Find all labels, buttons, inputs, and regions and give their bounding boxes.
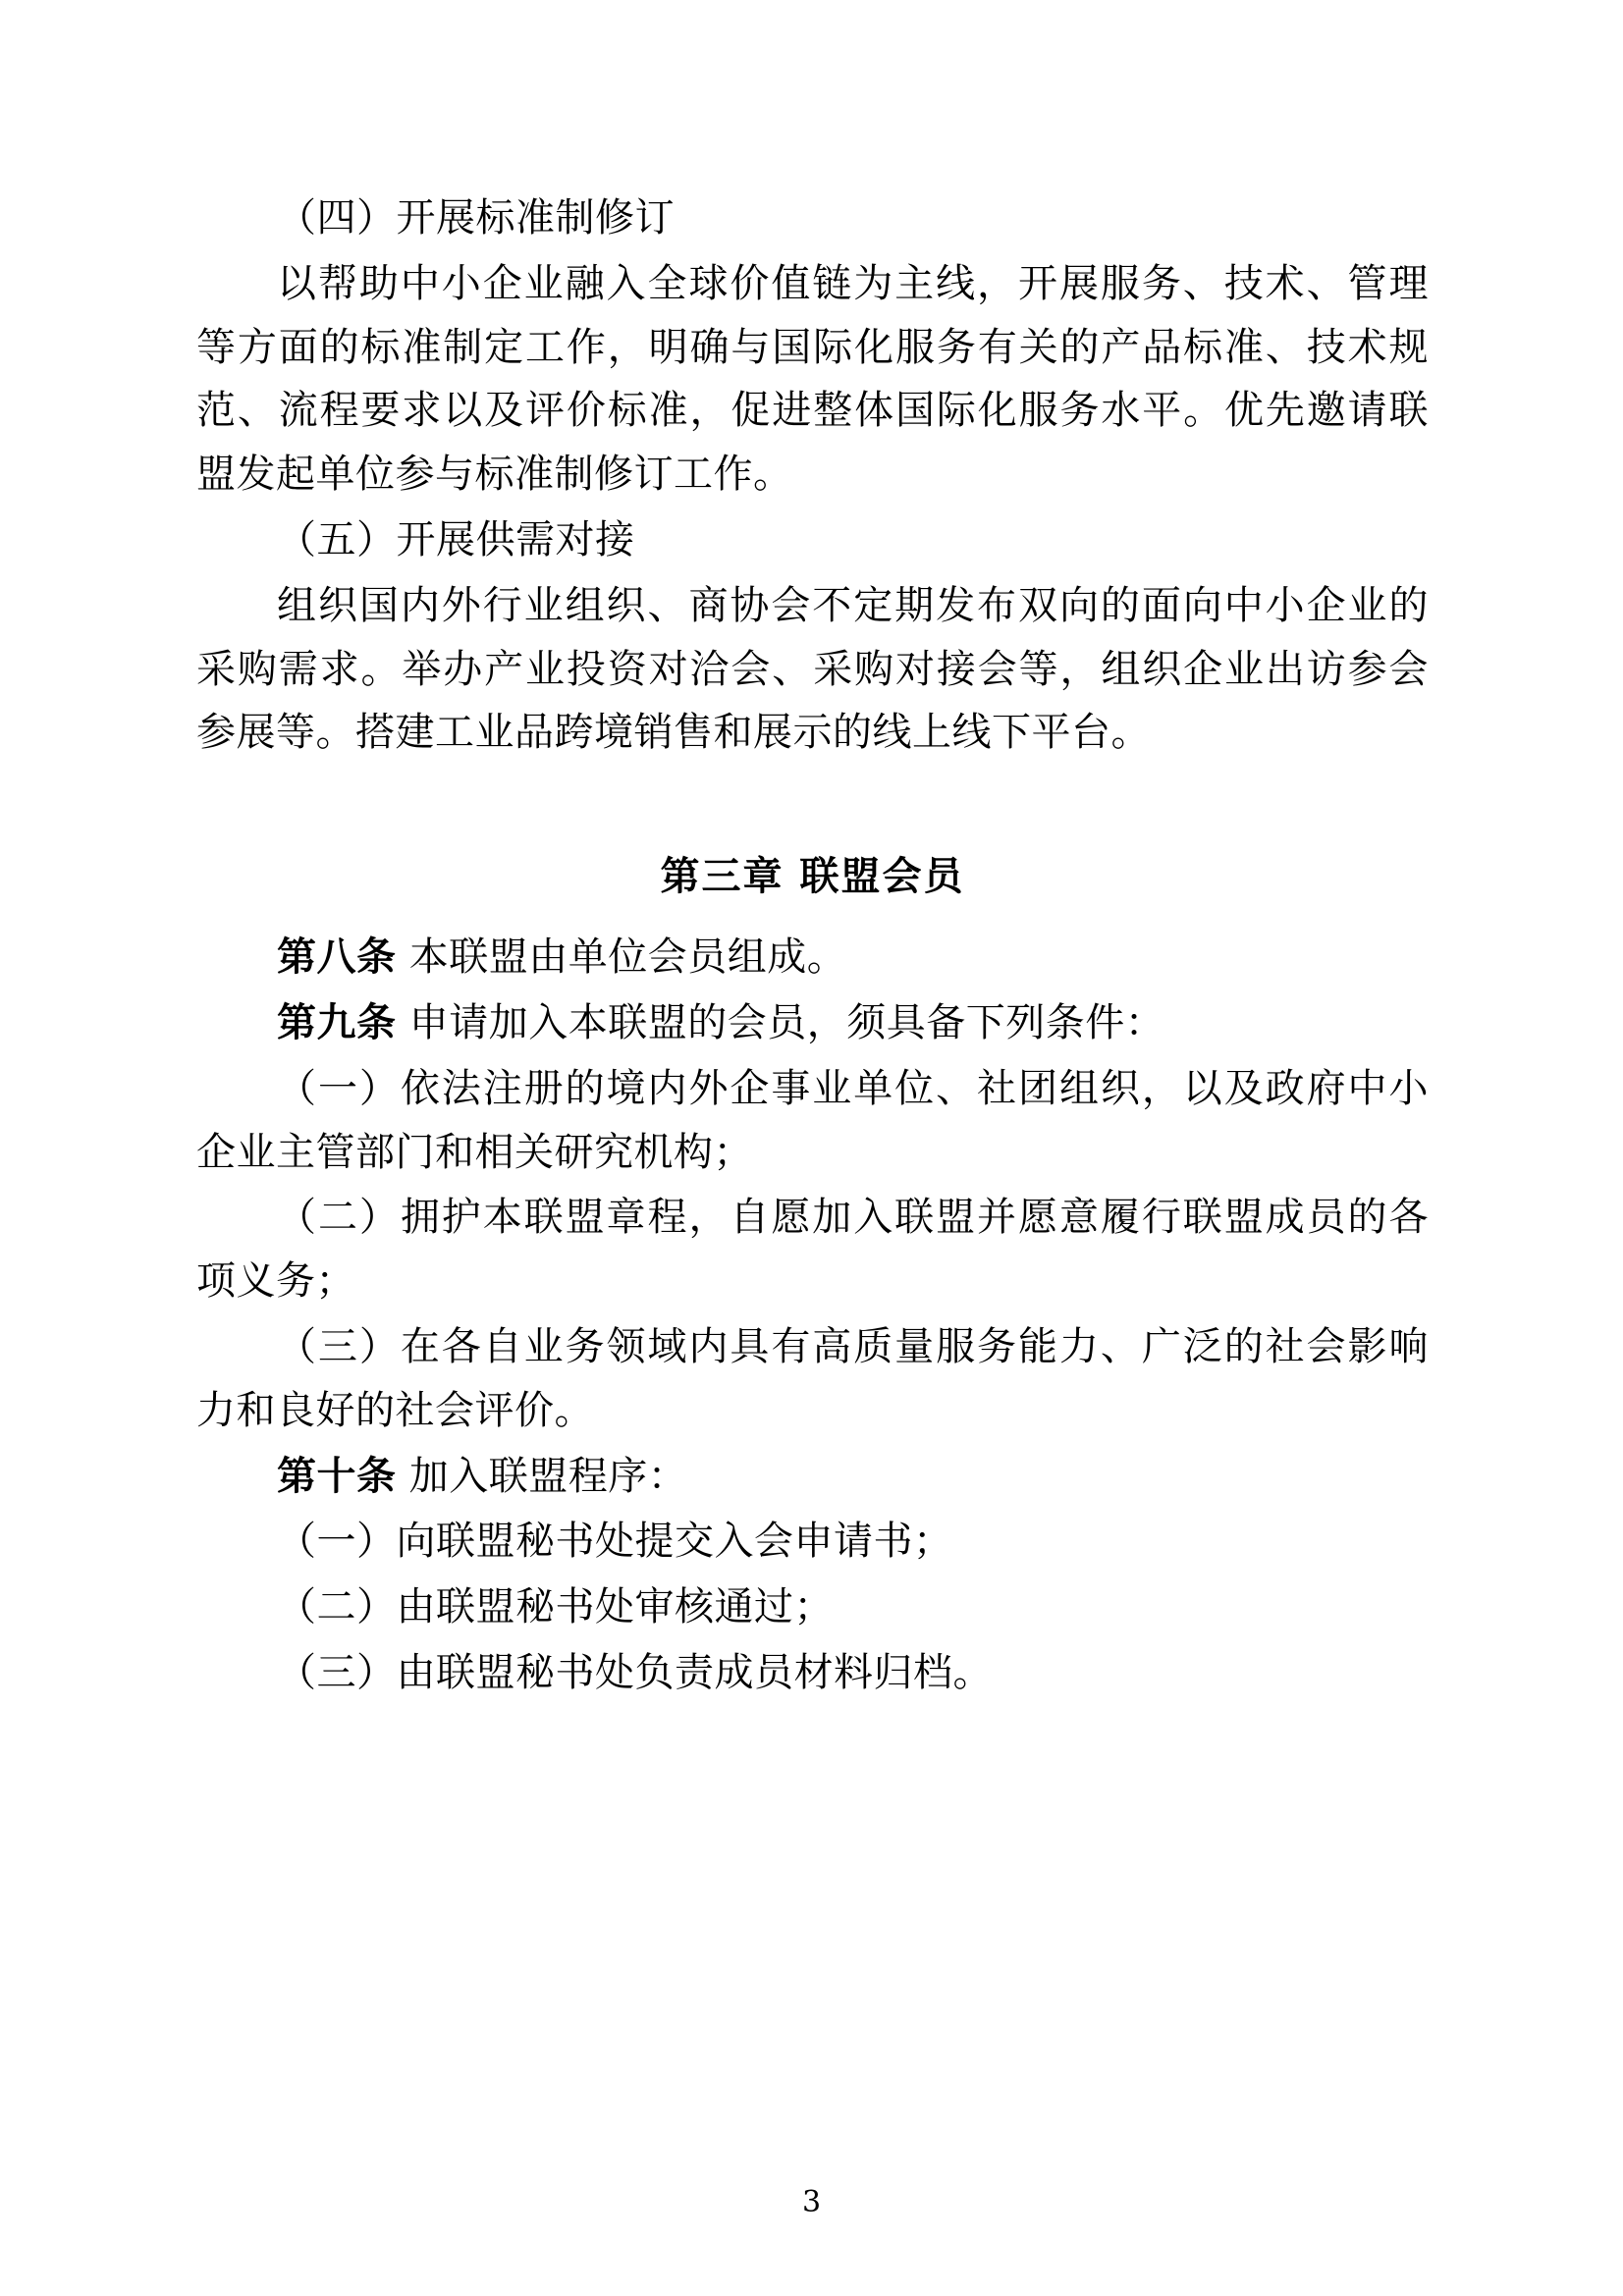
section-paragraph-item-four: 以帮助中小企业融入全球价值链为主线，开展服务、技术、管理等方面的标准制定工作，明确与国际化服务有关的产品标准、技术规范、流程要求以及评价标准，促进整体国际化服务水平。优先邀请联盟发起单位参与标准制修订工作。	[196, 260, 1429, 498]
chapter-title: 第三章 联盟会员	[660, 853, 965, 900]
section-heading-item-four: （四）开展标准制修订	[277, 195, 675, 240]
article-9-item-2: （二）拥护本联盟章程，自愿加入联盟并愿意履行联盟成员的各项义务；	[196, 1195, 1429, 1305]
article-10-item-1: （一）向联盟秘书处提交入会申请书；	[277, 1519, 953, 1565]
page-number: 3	[801, 2185, 822, 2219]
spacer	[196, 765, 1429, 794]
article-10	[196, 1445, 1429, 1509]
article-9-item-1: （一）依法注册的境内外企事业单位、社团组织，以及政府中小企业主管部门和相关研究机构；	[196, 1065, 1429, 1175]
document-body	[196, 187, 1429, 1705]
article-9-label: 第九条	[277, 998, 397, 1045]
article-9-item-3: （三）在各自业务领域内具有高质量服务能力、广泛的社会影响力和良好的社会评价。	[196, 1323, 1429, 1433]
article-8	[196, 926, 1429, 989]
section-paragraph-item-five: 组织国内外行业组织、商协会不定期发布双向的面向中小企业的采购需求。举办产业投资对洽会、采购对接会等，组织企业出访参会参展等。搭建工业品跨境销售和展示的线上线下平台。	[196, 582, 1429, 756]
article-8-text: 本联盟由单位会员组成。	[396, 934, 847, 981]
article-10-item-3: （三）由联盟秘书处负责成员材料归档。	[277, 1649, 993, 1695]
section-heading-item-five: （五）开展供需对接	[277, 516, 635, 562]
article-10-item-2: （二）由联盟秘书处审核通过；	[277, 1584, 834, 1630]
article-8-label: 第八条	[277, 934, 397, 981]
article-10-label: 第十条	[277, 1452, 397, 1499]
article-9-text: 申请加入本联盟的会员，须具备下列条件：	[396, 999, 1165, 1045]
article-10-text: 加入联盟程序：	[396, 1453, 688, 1499]
article-9	[196, 991, 1429, 1055]
